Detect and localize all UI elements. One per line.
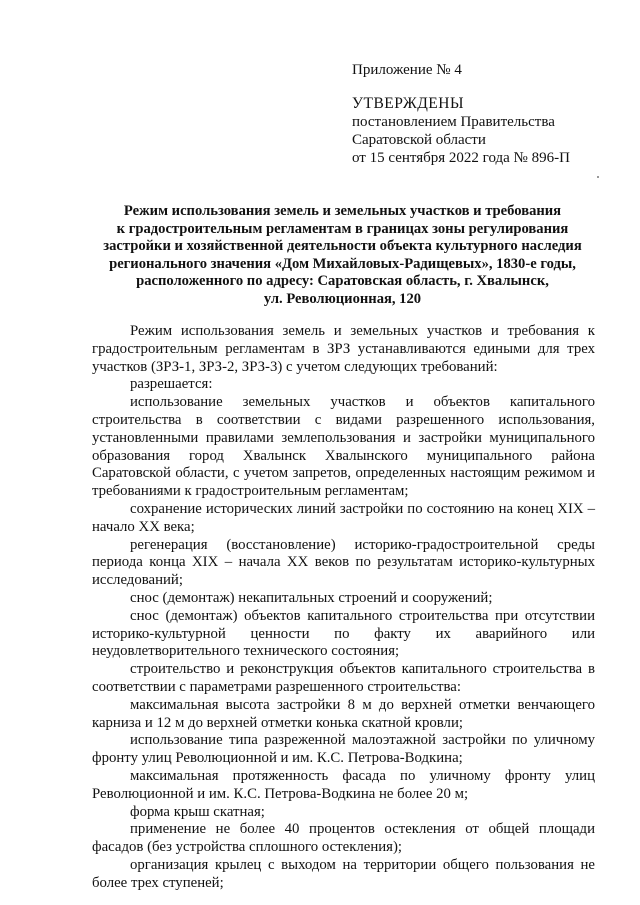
paragraph: разрешается: [130,376,213,393]
paragraph: использование земельных участков и объектов капитального строительства в соответствии с видами разрешенного использования, установленными правилами землепользования и застройки муниципального образования город Хвалынск Хвалынского муниципального района Саратовской области, с учетом запретов, определенных настоящим режимом и требованиями к градостроительным регламентам; [92,394,595,500]
document-body [92,323,595,893]
paragraph: максимальная высота застройки 8 м до верхней отметки венчающего карниза и 12 м до верхней отметки конька скатной кровли; [92,696,595,731]
paragraph: организация крылец с выходом на территории общего пользования не более трех ступеней; [92,856,595,891]
appendix-number: Приложение № 4 [352,62,462,78]
document-title [70,203,615,309]
scan-speck [597,176,599,178]
approval-line: от 15 сентября 2022 года № 896-П [352,150,570,166]
intro-paragraph: Режим использования земель и земельных участков и требования к градостроительным регламентам в ЗРЗ устанавливаются едиными для трех участков (ЗРЗ-1, ЗРЗ-2, ЗРЗ-3) с учетом следующих требований: [92,323,595,375]
title-line: регионального значения «Дом Михайловых-Радищевых», 1830-е годы, [109,255,576,272]
title-line: ул. Революционная, 120 [263,290,422,307]
approved-heading: УТВЕРЖДЕНЫ [352,95,464,112]
paragraph: регенерация (восстановление) историко-градостроительной среды периода конца XIX – начала XX веков по результатам историко-культурных исследований; [92,536,595,589]
paragraph: применение не более 40 процентов остекления от общей площади фасадов (без устройства сплошного остекления); [92,821,595,856]
paragraph: сохранение исторических линий застройки по состоянию на конец XIX – начало XX века; [92,500,595,535]
title-line: расположенного по адресу: Саратовская область, г. Хвалынск, [136,273,549,290]
paragraph: использование типа разреженной малоэтажной застройки по уличному фронту улиц Революционной и им. К.С. Петрова-Водкина; [92,732,595,767]
paragraph: строительство и реконструкция объектов капитального строительства в соответствии с параметрами разрешенного строительства: [92,661,595,695]
approval-line: постановлением Правительства [352,114,555,130]
title-line: к градостроительным регламентам в границах зоны регулирования [116,220,569,237]
approval-block [352,61,622,167]
title-line: Режим использования земель и земельных участков и требования [123,203,562,219]
title-line: застройки и хозяйственной деятельности объекта культурного наследия [103,238,582,255]
approval-line: Саратовской области [352,132,486,148]
paragraph: максимальная протяженность фасада по уличному фронту улиц Революционной и им. К.С. Петрова-Водкина не более 20 м; [92,767,595,802]
paragraph: снос (демонтаж) некапитальных строений и сооружений; [130,589,493,606]
paragraph: снос (демонтаж) объектов капитального строительства при отсутствии историко-культурной ценности по факту их аварийного или неудовлетворительного технического состояния; [92,607,595,660]
paragraph: форма крыш скатная; [130,803,265,820]
